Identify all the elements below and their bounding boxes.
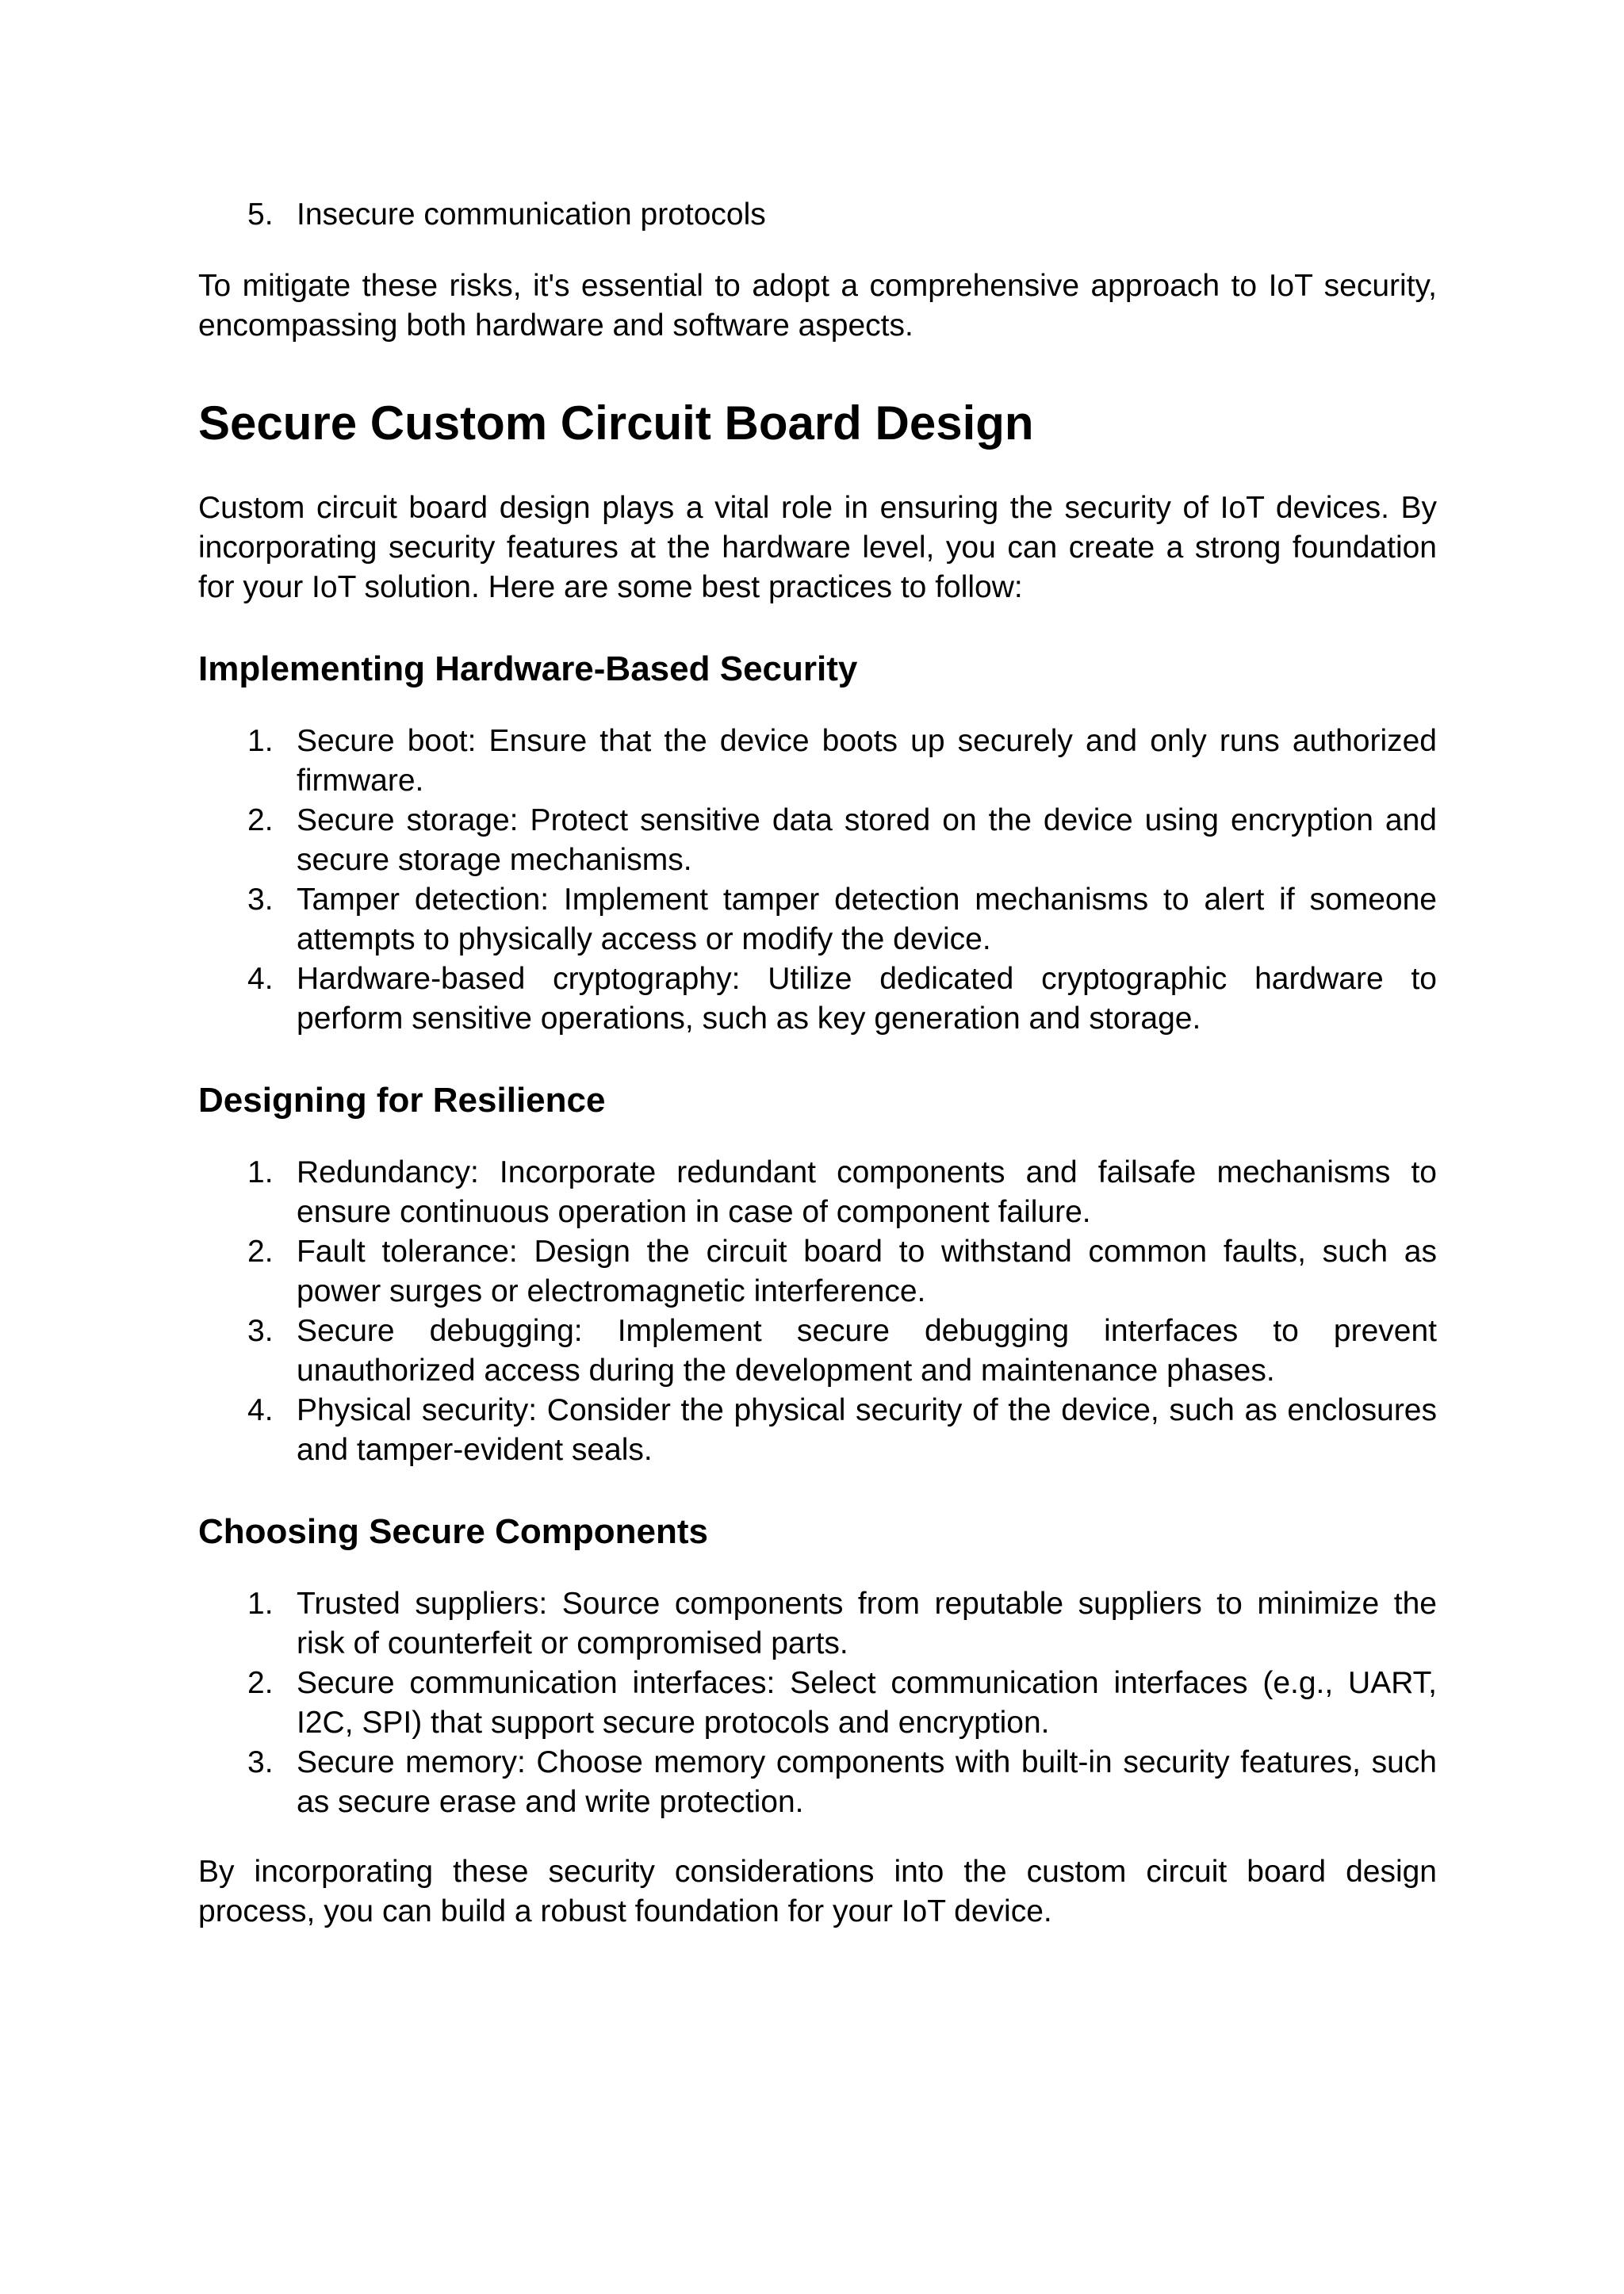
list-item — [198, 880, 1437, 959]
list-item-text: Hardware-based cryptography: Utilize dedicated cryptographic hardware to perform sensitive operations, such as key generation and storage. — [297, 962, 1437, 1036]
list-item-number: 2. — [247, 1235, 274, 1269]
list-item-number: 3. — [247, 1745, 274, 1779]
list-item-text: Secure communication interfaces: Select communication interfaces (e.g., UART, I2C, SPI) that support secure protocols and encryption. — [297, 1666, 1437, 1740]
resilience-list — [198, 1153, 1437, 1470]
list-item — [198, 1312, 1437, 1391]
hardware-security-list — [198, 722, 1437, 1039]
list-item — [198, 1391, 1437, 1470]
list-item-number: 3. — [247, 883, 274, 917]
section-heading: Secure Custom Circuit Board Design — [198, 396, 1034, 450]
list-item — [198, 1664, 1437, 1743]
list-item — [198, 722, 1437, 801]
list-item-number: 1. — [247, 1587, 274, 1621]
list-item-number: 5. — [247, 197, 274, 232]
intro-list — [198, 195, 1437, 235]
list-item-text: Trusted suppliers: Source components from reputable suppliers to minimize the risk of counterfeit or compromised parts. — [297, 1587, 1437, 1660]
list-item — [198, 1153, 1437, 1232]
list-item-text: Secure debugging: Implement secure debugging interfaces to prevent unauthorized access during the development and maintenance phases. — [297, 1314, 1437, 1388]
list-item — [198, 195, 1437, 235]
subsection-heading-resilience: Designing for Resilience — [198, 1081, 606, 1120]
list-item-number: 4. — [247, 962, 274, 996]
list-item-text: Insecure communication protocols — [297, 197, 766, 232]
list-item-text: Fault tolerance: Design the circuit board to withstand common faults, such as power surges or electromagnetic interference. — [297, 1235, 1437, 1308]
list-item-number: 2. — [247, 1666, 274, 1700]
list-item — [198, 1232, 1437, 1312]
secure-components-list — [198, 1584, 1437, 1822]
list-item-number: 3. — [247, 1314, 274, 1348]
list-item-text: Secure memory: Choose memory components with built-in security features, such as secure erase and write protection. — [297, 1745, 1437, 1819]
subsection-heading-hardware-security: Implementing Hardware-Based Security — [198, 649, 858, 688]
intro-paragraph: To mitigate these risks, it's essential to adopt a comprehensive approach to IoT security, encompassing both hardware and software aspects. — [198, 269, 1437, 343]
list-item-text: Redundancy: Incorporate redundant components and failsafe mechanisms to ensure continuous operation in case of component failure. — [297, 1155, 1437, 1229]
section-paragraph: Custom circuit board design plays a vital role in ensuring the security of IoT devices. By incorporating security features at the hardware level, you can create a strong foundation for your IoT solution. Here are some best practices to follow: — [198, 491, 1437, 604]
list-item-text: Secure boot: Ensure that the device boots up securely and only runs authorized firmware. — [297, 724, 1437, 798]
list-item — [198, 1743, 1437, 1822]
list-item-text: Secure storage: Protect sensitive data stored on the device using encryption and secure storage mechanisms. — [297, 803, 1437, 877]
list-item-text: Physical security: Consider the physical security of the device, such as enclosures and tamper-evident seals. — [297, 1393, 1437, 1467]
list-item-number: 1. — [247, 724, 274, 758]
list-item-number: 2. — [247, 803, 274, 837]
list-item — [198, 1584, 1437, 1664]
list-item-number: 1. — [247, 1155, 274, 1189]
closing-paragraph: By incorporating these security considerations into the custom circuit board design process, you can build a robust foundation for your IoT device. — [198, 1855, 1437, 1928]
list-item — [198, 959, 1437, 1039]
subsection-heading-secure-components: Choosing Secure Components — [198, 1512, 708, 1551]
document-page — [198, 195, 1437, 1932]
list-item — [198, 801, 1437, 880]
list-item-number: 4. — [247, 1393, 274, 1427]
list-item-text: Tamper detection: Implement tamper detection mechanisms to alert if someone attempts to physically access or modify the device. — [297, 883, 1437, 956]
